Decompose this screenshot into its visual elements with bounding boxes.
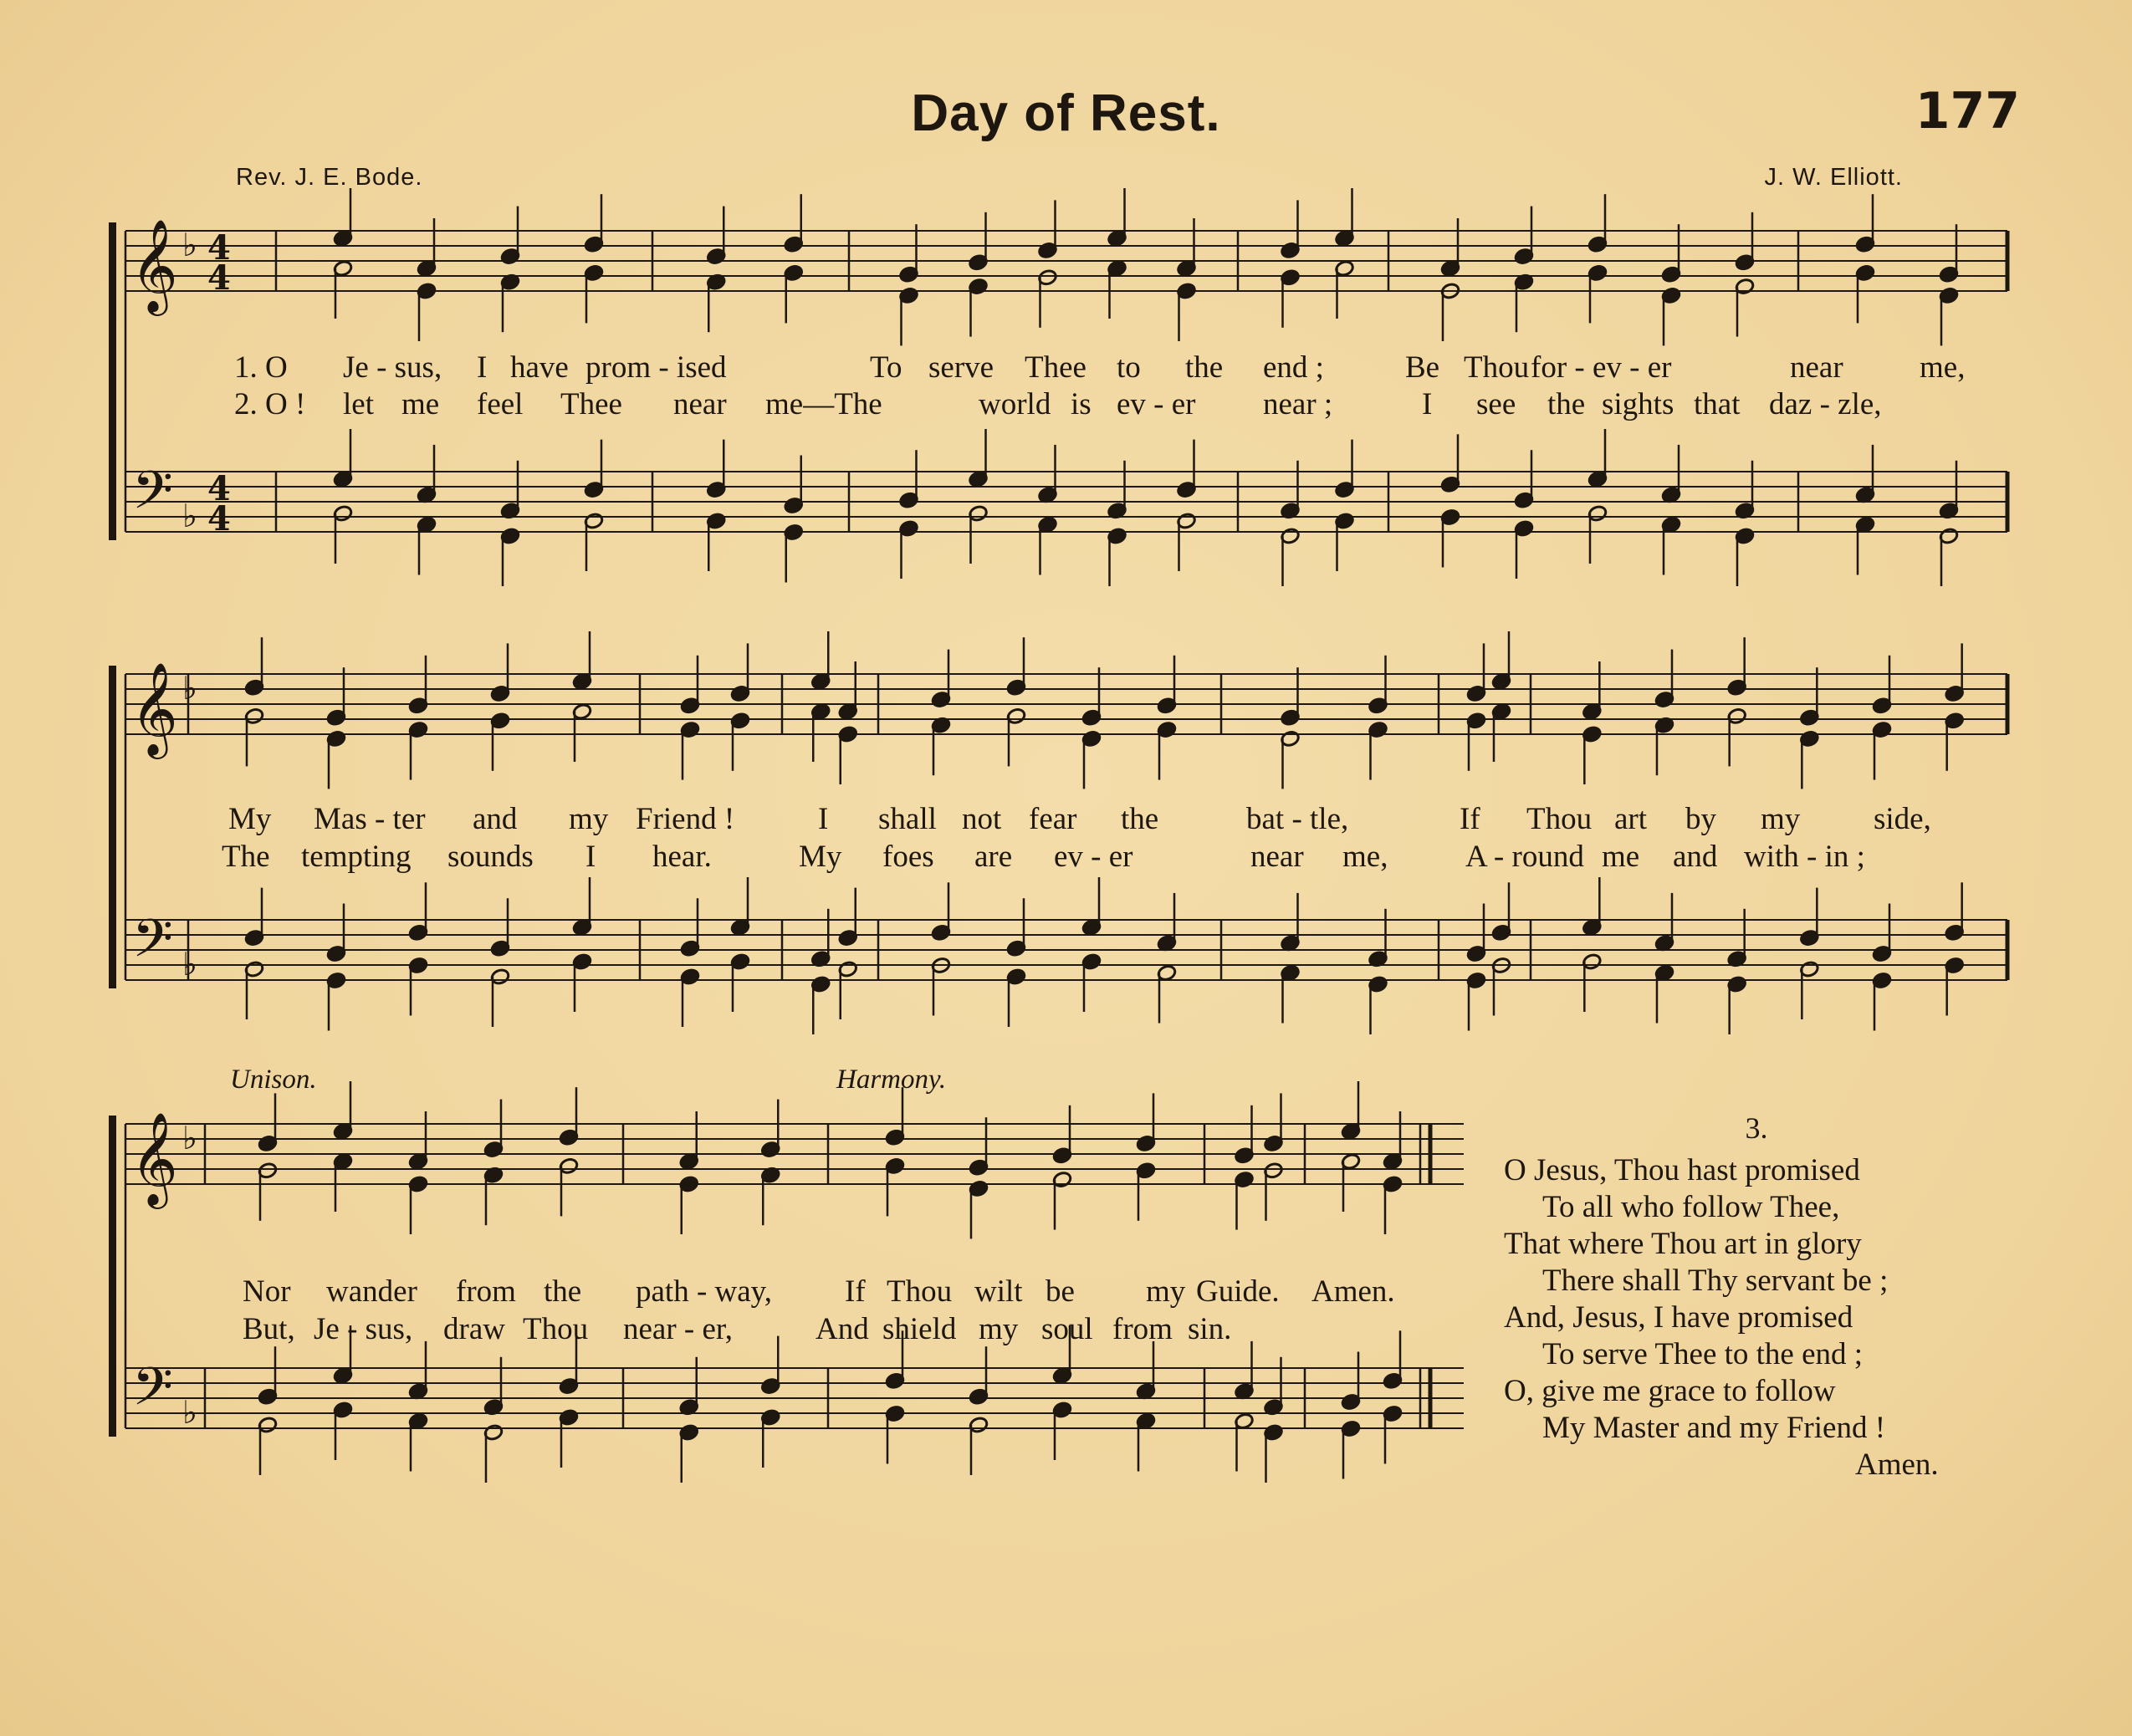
lyric-syllable: Thou: [1526, 802, 1593, 836]
lyric-syllable: And: [815, 1312, 869, 1346]
lyric-syllable: My: [799, 840, 842, 874]
bass-clef-icon: 𝄢: [132, 459, 173, 534]
lyric-syllable: I: [1422, 387, 1433, 421]
composer-credit: J. W. Elliott.: [1764, 164, 1903, 191]
lyric-syllable: foes: [882, 840, 934, 874]
lyric-syllable: A - round: [1465, 840, 1584, 874]
lyric-syllable: Nor: [243, 1274, 291, 1309]
lyric-syllable: and: [1673, 840, 1718, 874]
lyric-syllable: Thee: [560, 387, 622, 421]
lyric-syllable: not: [962, 802, 1002, 836]
lyric-syllable: near: [1790, 350, 1843, 385]
lyric-syllable: Thou: [887, 1274, 953, 1309]
stanza-3-number: 3.: [1745, 1111, 1768, 1145]
stanza-line: O Jesus, Thou hast promised: [1504, 1153, 1860, 1187]
lyric-syllable: Je - sus,: [343, 350, 442, 385]
lyric-syllable: 1. O: [234, 350, 288, 385]
lyric-syllable: ev - er: [1117, 387, 1196, 421]
lyric-syllable: near: [673, 387, 727, 421]
lyric-syllable: serve: [928, 350, 994, 385]
stanza-line: Amen.: [1855, 1448, 1939, 1482]
flat-sign: ♭: [182, 498, 197, 534]
lyric-syllable: Thou: [1464, 350, 1530, 385]
lyric-syllable: near ;: [1263, 387, 1333, 421]
bass-clef-icon: 𝄢: [132, 907, 173, 982]
time-signature: 4: [207, 258, 231, 298]
lyric-syllable: daz - zle,: [1769, 387, 1882, 421]
lyric-syllable: Thou: [523, 1312, 589, 1346]
lyric-syllable: from: [456, 1274, 516, 1309]
lyric-syllable: To: [870, 350, 902, 385]
lyric-syllable: ev - er: [1054, 840, 1133, 874]
lyric-syllable: with - in ;: [1744, 840, 1865, 874]
stanza-line: O, give me grace to follow: [1504, 1374, 1836, 1408]
lyric-syllable: from: [1112, 1312, 1173, 1346]
stanza-line: That where Thou art in glory: [1504, 1227, 1862, 1261]
time-signature: 4: [207, 499, 231, 539]
lyric-syllable: But,: [243, 1312, 295, 1346]
author-credit: Rev. J. E. Bode.: [236, 164, 423, 191]
lyric-syllable: fear: [1029, 802, 1077, 836]
time-signature: 4: [207, 469, 231, 508]
lyric-syllable: wilt: [974, 1274, 1023, 1309]
lyric-syllable: end ;: [1263, 350, 1324, 385]
lyric-syllable: that: [1694, 387, 1741, 421]
lyric-syllable: draw: [443, 1312, 505, 1346]
stanza-line: And, Jesus, I have promised: [1504, 1300, 1853, 1335]
lyric-syllable: my: [979, 1312, 1019, 1346]
lyric-syllable: shield: [882, 1312, 957, 1346]
lyric-syllable: me: [401, 387, 440, 421]
lyric-syllable: Amen.: [1311, 1274, 1395, 1309]
lyric-syllable: prom - ised: [585, 350, 727, 385]
lyric-syllable: the: [544, 1274, 582, 1309]
lyric-syllable: I: [818, 802, 829, 836]
stanza-line: There shall Thy servant be ;: [1542, 1264, 1889, 1298]
lyric-syllable: If: [845, 1274, 866, 1309]
lyric-syllable: sounds: [447, 840, 534, 874]
bass-clef-icon: 𝄢: [132, 1356, 173, 1430]
lyric-syllable: the: [1121, 802, 1159, 836]
lyric-syllable: the: [1547, 387, 1586, 421]
lyric-syllable: 2. O !: [234, 387, 306, 421]
lyric-syllable: side,: [1874, 802, 1931, 836]
lyric-syllable: Be: [1405, 350, 1440, 385]
lyric-syllable: Je - sus,: [314, 1312, 413, 1346]
harmony-direction: Harmony.: [836, 1065, 947, 1095]
hymn-title: Day of Rest.: [911, 84, 1221, 142]
flat-sign: ♭: [182, 946, 197, 983]
lyric-syllable: near: [1250, 840, 1304, 874]
flat-sign: ♭: [182, 227, 197, 263]
lyric-syllable: to: [1117, 350, 1141, 385]
lyric-syllable: feel: [477, 387, 524, 421]
lyric-syllable: My: [228, 802, 272, 836]
lyric-syllable: The: [222, 840, 270, 874]
lyric-syllable: sin.: [1188, 1312, 1232, 1346]
system-bracket: [109, 222, 116, 540]
lyric-syllable: art: [1614, 802, 1648, 836]
lyric-syllable: bat - tle,: [1246, 802, 1349, 836]
stanza-line: My Master and my Friend !: [1542, 1411, 1886, 1445]
lyric-syllable: I: [477, 350, 488, 385]
stanza-line: To all who follow Thee,: [1542, 1190, 1840, 1224]
lyric-syllable: the: [1185, 350, 1224, 385]
unison-direction: Unison.: [230, 1065, 317, 1095]
treble-clef-icon: 𝄞: [130, 218, 178, 312]
lyric-syllable: shall: [878, 802, 937, 836]
treble-clef-icon: 𝄞: [130, 1111, 178, 1205]
lyric-syllable: let: [343, 387, 374, 421]
lyric-syllable: have: [510, 350, 569, 385]
lyric-syllable: soul: [1041, 1312, 1093, 1346]
lyric-syllable: tempting: [301, 840, 412, 874]
lyric-syllable: sights: [1602, 387, 1674, 421]
lyric-syllable: Guide.: [1196, 1274, 1280, 1309]
lyric-syllable: be: [1046, 1274, 1075, 1309]
lyric-syllable: me,: [1342, 840, 1388, 874]
lyric-syllable: me: [1602, 840, 1640, 874]
lyric-syllable: path - way,: [636, 1274, 773, 1309]
lyric-syllable: me—The: [765, 387, 882, 421]
stanza-line: To serve Thee to the end ;: [1542, 1337, 1864, 1371]
lyric-syllable: and: [473, 802, 518, 836]
lyric-syllable: Thee: [1025, 350, 1086, 385]
lyric-syllable: my: [569, 802, 609, 836]
flat-sign: ♭: [182, 1120, 197, 1156]
flat-sign: ♭: [182, 670, 197, 707]
lyric-syllable: me,: [1920, 350, 1966, 385]
lyric-syllable: see: [1476, 387, 1516, 421]
treble-clef-icon: 𝄞: [130, 661, 178, 755]
lyric-syllable: by: [1685, 802, 1716, 836]
lyric-syllable: near - er,: [623, 1312, 733, 1346]
page-number: 177: [1915, 82, 2020, 140]
time-signature: 4: [207, 228, 231, 268]
lyric-syllable: my: [1146, 1274, 1186, 1309]
lyric-syllable: are: [974, 840, 1013, 874]
lyric-syllable: is: [1071, 387, 1092, 421]
lyric-syllable: wander: [326, 1274, 417, 1309]
lyric-syllable: Mas - ter: [314, 802, 426, 836]
lyric-syllable: I: [585, 840, 596, 874]
flat-sign: ♭: [182, 1394, 197, 1431]
lyric-syllable: my: [1761, 802, 1801, 836]
system-bracket: [109, 1116, 116, 1437]
lyric-syllable: for - ev - er: [1531, 350, 1672, 385]
lyric-syllable: If: [1460, 802, 1480, 836]
system-bracket: [109, 666, 116, 988]
lyric-syllable: Friend !: [636, 802, 735, 836]
lyric-syllable: hear.: [652, 840, 712, 874]
lyric-syllable: world: [979, 387, 1051, 421]
